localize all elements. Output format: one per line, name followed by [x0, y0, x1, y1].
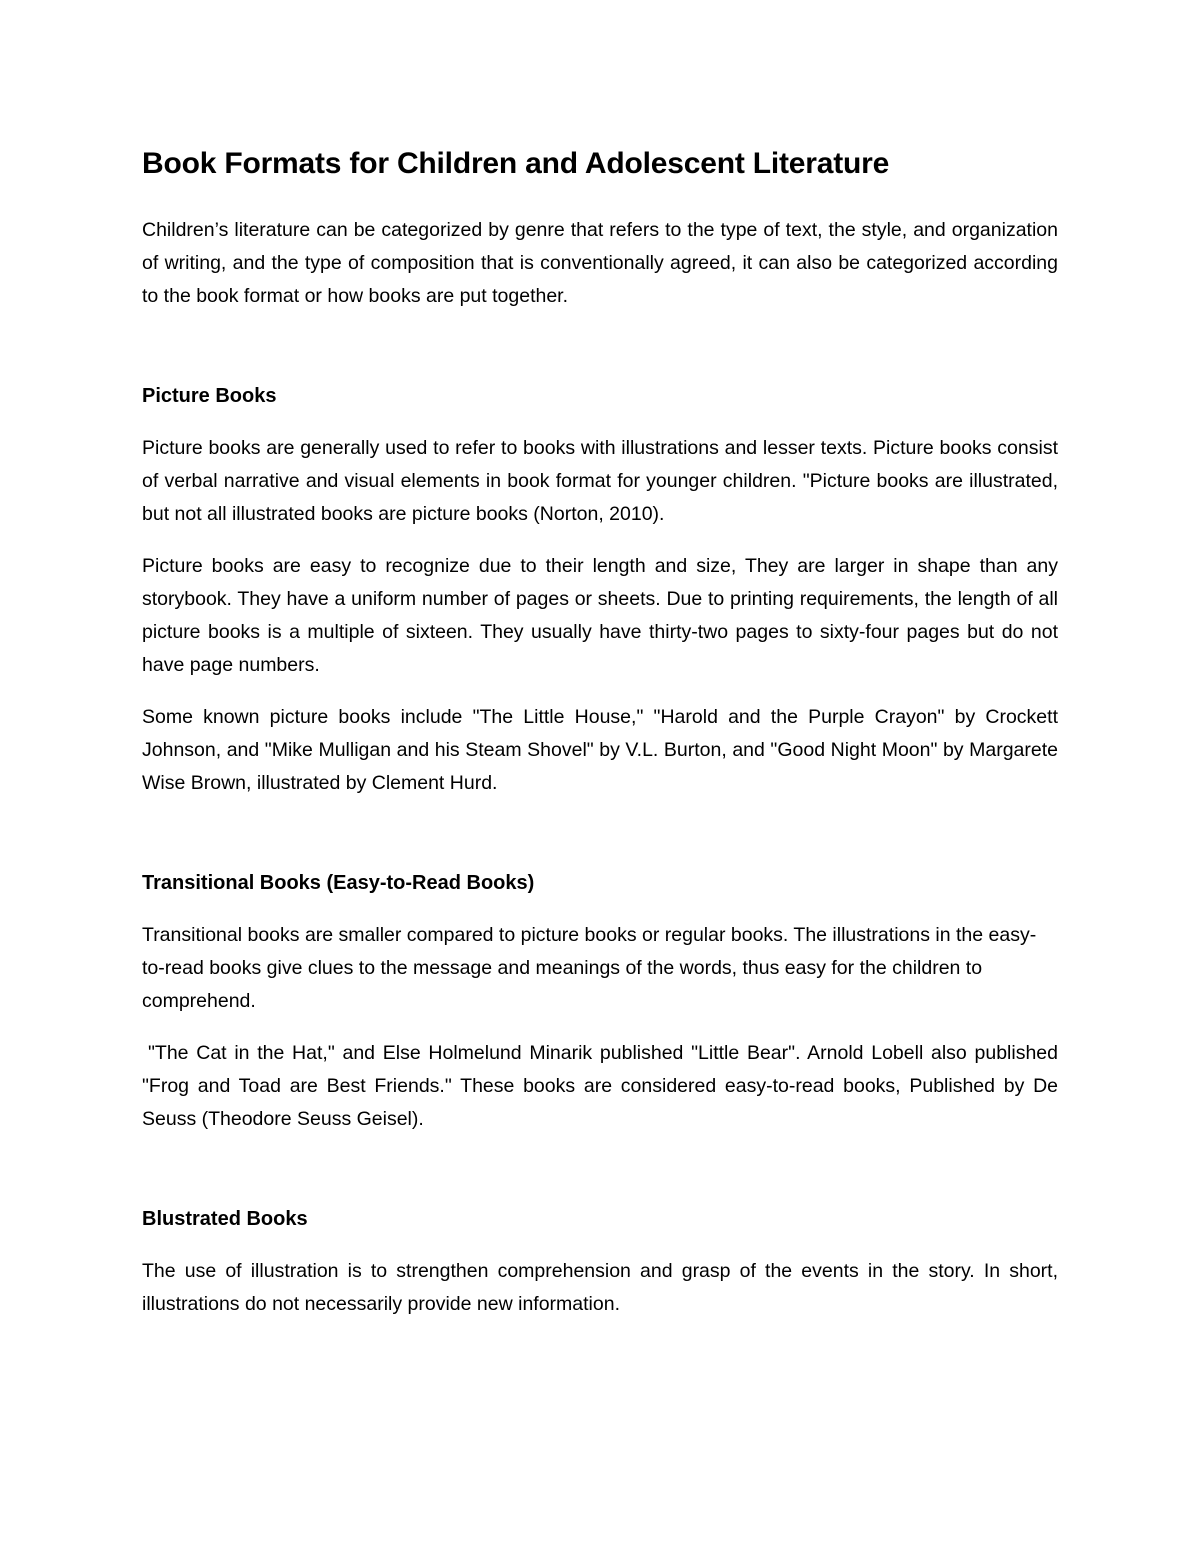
- intro-paragraph: Children’s literature can be categorized by genre that refers to the type of text, the style, and organization of writing, and the type of composition that is conventionally agreed, it can also be categorized according to the book format or how books are put together.: [142, 219, 1058, 307]
- section-paragraph: Picture books are generally used to refer to books with illustrations and lesser texts. Picture books consist of verbal narrative and visual elements in book format for younger children. "Picture books are illustrated, but not all illustrated books are picture books (Norton, 2010).: [142, 437, 1058, 525]
- section-transitional-books: [142, 867, 1058, 1136]
- section-paragraph: "The Cat in the Hat," and Else Holmelund Minarik published "Little Bear". Arnold Lobell also published "Frog and Toad are Best Friends." These books are considered easy-to-read books, Published by De Seuss (Theodore Seuss Geisel).: [142, 1042, 1058, 1130]
- document-page: [142, 142, 1058, 1321]
- document-title: Book Formats for Children and Adolescent Literature: [142, 147, 890, 180]
- section-paragraph: Picture books are easy to recognize due to their length and size, They are larger in shape than any storybook. They have a uniform number of pages or sheets. Due to printing requirements, the length of all picture books is a multiple of sixteen. They usually have thirty-two pages to sixty-four pages but do not have page numbers.: [142, 555, 1058, 676]
- section-blustrated-books: [142, 1203, 1058, 1321]
- section-paragraph: The use of illustration is to strengthen comprehension and grasp of the events in the story. In short, illustrations do not necessarily provide new information.: [142, 1260, 1058, 1315]
- section-heading: Blustrated Books: [142, 1208, 308, 1230]
- section-paragraph: Some known picture books include "The Little House," "Harold and the Purple Crayon" by Crockett Johnson, and "Mike Mulligan and his Steam Shovel" by V.L. Burton, and "Good Night Moon" by Margarete Wise Brown, illustrated by Clement Hurd.: [142, 706, 1058, 794]
- section-heading: Transitional Books (Easy-to-Read Books): [142, 872, 535, 894]
- section-paragraph: Transitional books are smaller compared to picture books or regular books. The illustrations in the easy-to-read books give clues to the message and meanings of the words, thus easy for the children to comprehend.: [142, 924, 1037, 1012]
- section-picture-books: [142, 380, 1058, 800]
- section-heading: Picture Books: [142, 385, 277, 407]
